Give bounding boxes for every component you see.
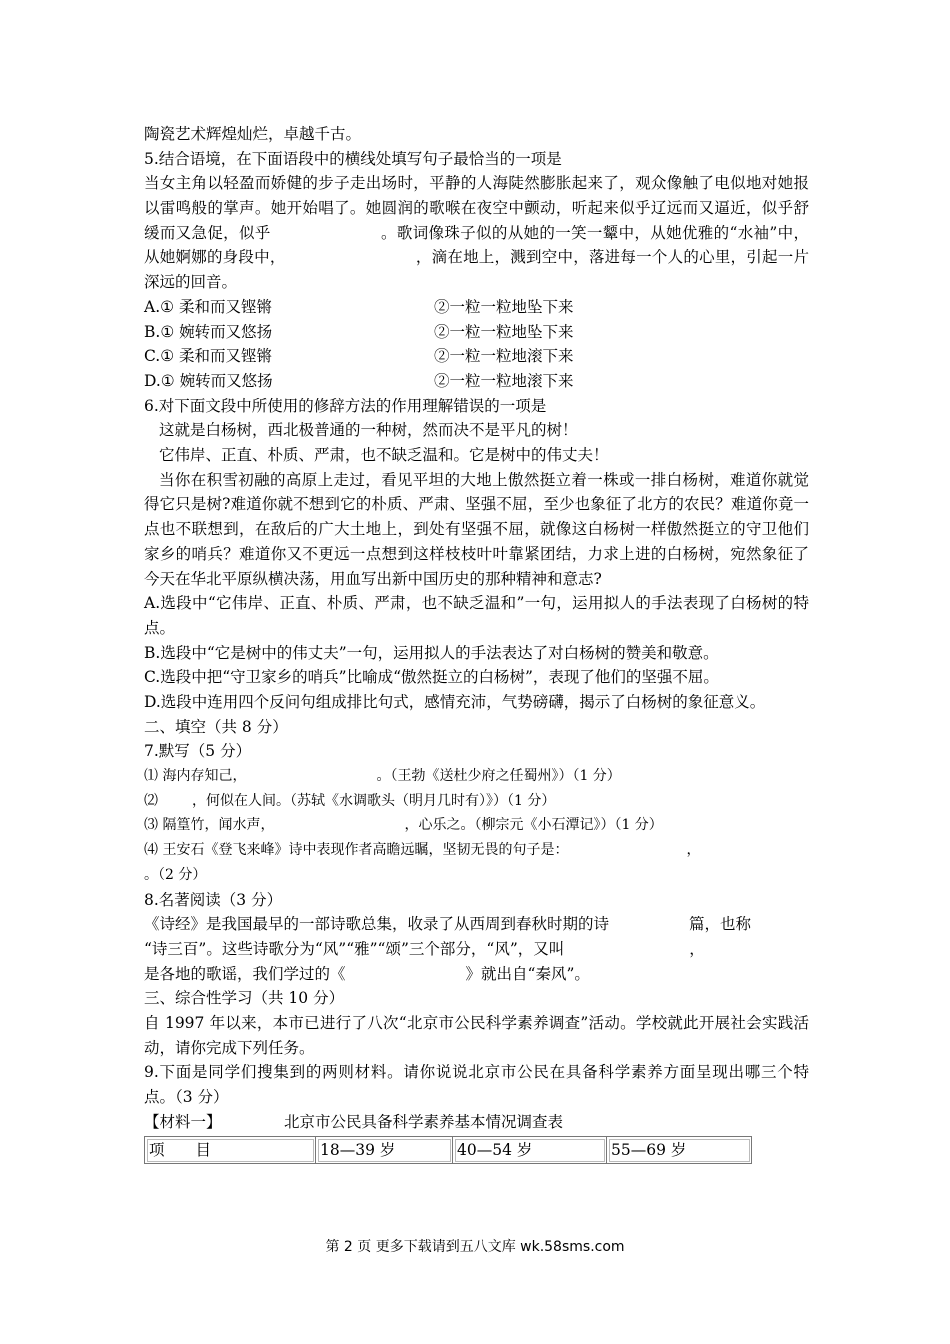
q7-3-text-a: ⑶ 隔篁竹，闻水声， [144,817,275,834]
question-6-option-b: B.选段中“它是树中的伟丈夫”一句，运用拟人的手法表达了对白杨树的赞美和敬意。 [144,643,719,662]
table-header-row [145,1137,752,1164]
q8-text-1a: 《诗经》是我国最早的一部诗歌总集，收录了从西周到春秋时期的诗 [144,915,610,934]
table-header-cell: 项 目 [145,1137,316,1164]
table-header-cell: 55—69 岁 [607,1137,752,1164]
question-7-item-4 [144,838,809,863]
q8-text-3b: 》就出自“秦风”。 [465,964,590,983]
question-6-option-a: A.选段中“它伟岸、正直、朴质、严肃，也不缺乏温和”一句，运用拟人的手法表现了白杨树的特点。 [144,594,809,637]
q7-4-text-b: ， [686,842,701,859]
q7-2-text-b: ，何似在人间。（苏轼《水调歌头（明月几时有）》）（1 分） [192,792,556,809]
page-footer: 第 2 页 更多下载请到五八文库 wk.58sms.com [325,1239,625,1255]
question-7-item-3 [144,813,809,838]
option-a-part1: A.① 柔和而又铿锵 [144,297,272,316]
table-header-cell: 18—39 岁 [316,1137,453,1164]
option-d-part1: D.① 婉转而又悠扬 [144,371,273,390]
section-3-intro: 自 1997 年以来，本市已进行了八次“北京市公民科学素养调查”活动。学校就此开展社会实践活动，请你完成下列任务。 [144,1013,809,1057]
question-8-line-3 [144,962,809,987]
question-6-option-c: C.选段中把“守卫家乡的哨兵”比喻成“傲然挺立的白杨树”，表现了他们的坚强不屈。 [144,668,719,687]
q7-1-text-b: 。（王勃《送杜少府之任蜀州》）（1 分） [376,768,621,785]
section-2-title: 二、填空（共 8 分） [144,717,288,736]
question-5-passage [144,171,809,295]
question-7-item-1 [144,764,809,789]
option-d-part2: ②一粒一粒地滚下来 [434,371,574,390]
question-6-para-2: 它伟岸、正直、朴质、严肃，也不缺乏温和。它是树中的伟丈夫！ [159,446,609,465]
question-5-title: 5.结合语境，在下面语段中的横线处填写句子最恰当的一项是 [144,149,562,168]
question-8-line-1 [144,912,809,937]
survey-table [144,1136,752,1164]
material-title: 北京市公民具备科学素养基本情况调查表 [284,1112,564,1131]
option-a-part2: ②一粒一粒地坠下来 [434,297,574,316]
option-b-part1: B.① 婉转而又悠扬 [144,322,273,341]
question-6-title: 6.对下面文段中所使用的修辞方法的作用理解错误的一项是 [144,396,547,415]
option-c [144,344,809,369]
q8-text-2b: ， [689,939,705,958]
table-header-cell: 40—54 岁 [453,1137,607,1164]
question-8-line-2 [144,937,809,962]
material-label: 【材料一】 [144,1112,222,1131]
option-c-part2: ②一粒一粒地滚下来 [434,347,574,366]
q7-2-text-a: ⑵ [144,792,158,809]
question-9: 9.下面是同学们搜集到的两则材料。请你说说北京市公民在具备科学素养方面呈现出哪三个特点。（3 分） [144,1063,809,1107]
question-6-option-d: D.选段中连用四个反问句组成排比句式，感情充沛，气势磅礴，揭示了白杨树的象征意义。 [144,693,766,711]
option-c-part1: C.① 柔和而又铿锵 [144,347,273,366]
question-6-para-3: 当你在积雪初融的高原上走过，看见平坦的大地上傲然挺立着一株或一排白杨树，难道你就觉得它只是树?难道你就不想到它的朴质、严肃、坚强不屈，至少也象征了北方的农民？难道你竟一点也不联想到，在敌后的广大土地上，到处有坚强不屈，就像这白杨树一样傲然挺立的守卫他们家乡的哨兵？难道你又不更远一点想到这样枝枝叶叶靠紧团结，力求上进的白杨树，宛然象征了今天在华北平原纵横决荡，用血写出新中国历史的那种精神和意志? [144,470,809,588]
q8-text-1b: 篇，也称 [689,915,752,934]
q7-3-text-b: ，心乐之。（柳宗元《小石潭记》）（1 分） [404,817,663,834]
question-7-item-4-end: 。（2 分） [144,866,207,883]
passage-part-3: ，滴在地上，溅到空中，落进每一个人的心里，引起一片深远的回音。 [144,248,809,292]
option-b [144,320,809,345]
q8-text-3a: 是各地的歌谣，我们学过的《 [144,964,346,983]
passage-part-2: 。歌词像珠子似的从她的一笑一颦中，从她优雅的“水袖”中，从她婀娜的身段中， [144,223,809,267]
option-a [144,295,809,320]
page-content [144,122,809,1164]
passage-part-1: 当女主角以轻盈而娇健的步子走出场时，平静的人海陡然膨胀起来了，观众像触了电似地对她报以雷鸣般的掌声。她开始唱了。她圆润的歌喉在夜空中颤动，听起来似乎辽远而又逼近，似乎舒缓而又急促，似乎 [144,174,809,242]
q7-4-text-a: ⑷ 王安石《登飞来峰》诗中表现作者高瞻远瞩，坚韧无畏的句子是： [144,842,569,859]
option-b-part2: ②一粒一粒地坠下来 [434,322,574,341]
section-3-title: 三、综合性学习（共 10 分） [144,989,345,1008]
q7-1-text-a: ⑴ 海内存知己， [144,768,247,785]
question-8-title: 8.名著阅读（3 分） [144,890,283,909]
option-d [144,369,809,394]
question-7-item-2 [144,789,809,814]
text-line: 陶瓷艺术辉煌灿烂，卓越千古。 [144,125,362,143]
q8-text-2a: “诗三百”。这些诗歌分为“风”“雅”“颂”三个部分，“风”，又叫 [144,939,565,958]
material-1-heading [144,1110,809,1135]
question-7-title: 7.默写（5 分） [144,742,252,761]
question-6-para-1: 这就是白杨树，西北极普通的一种树，然而决不是平凡的树！ [159,421,578,440]
